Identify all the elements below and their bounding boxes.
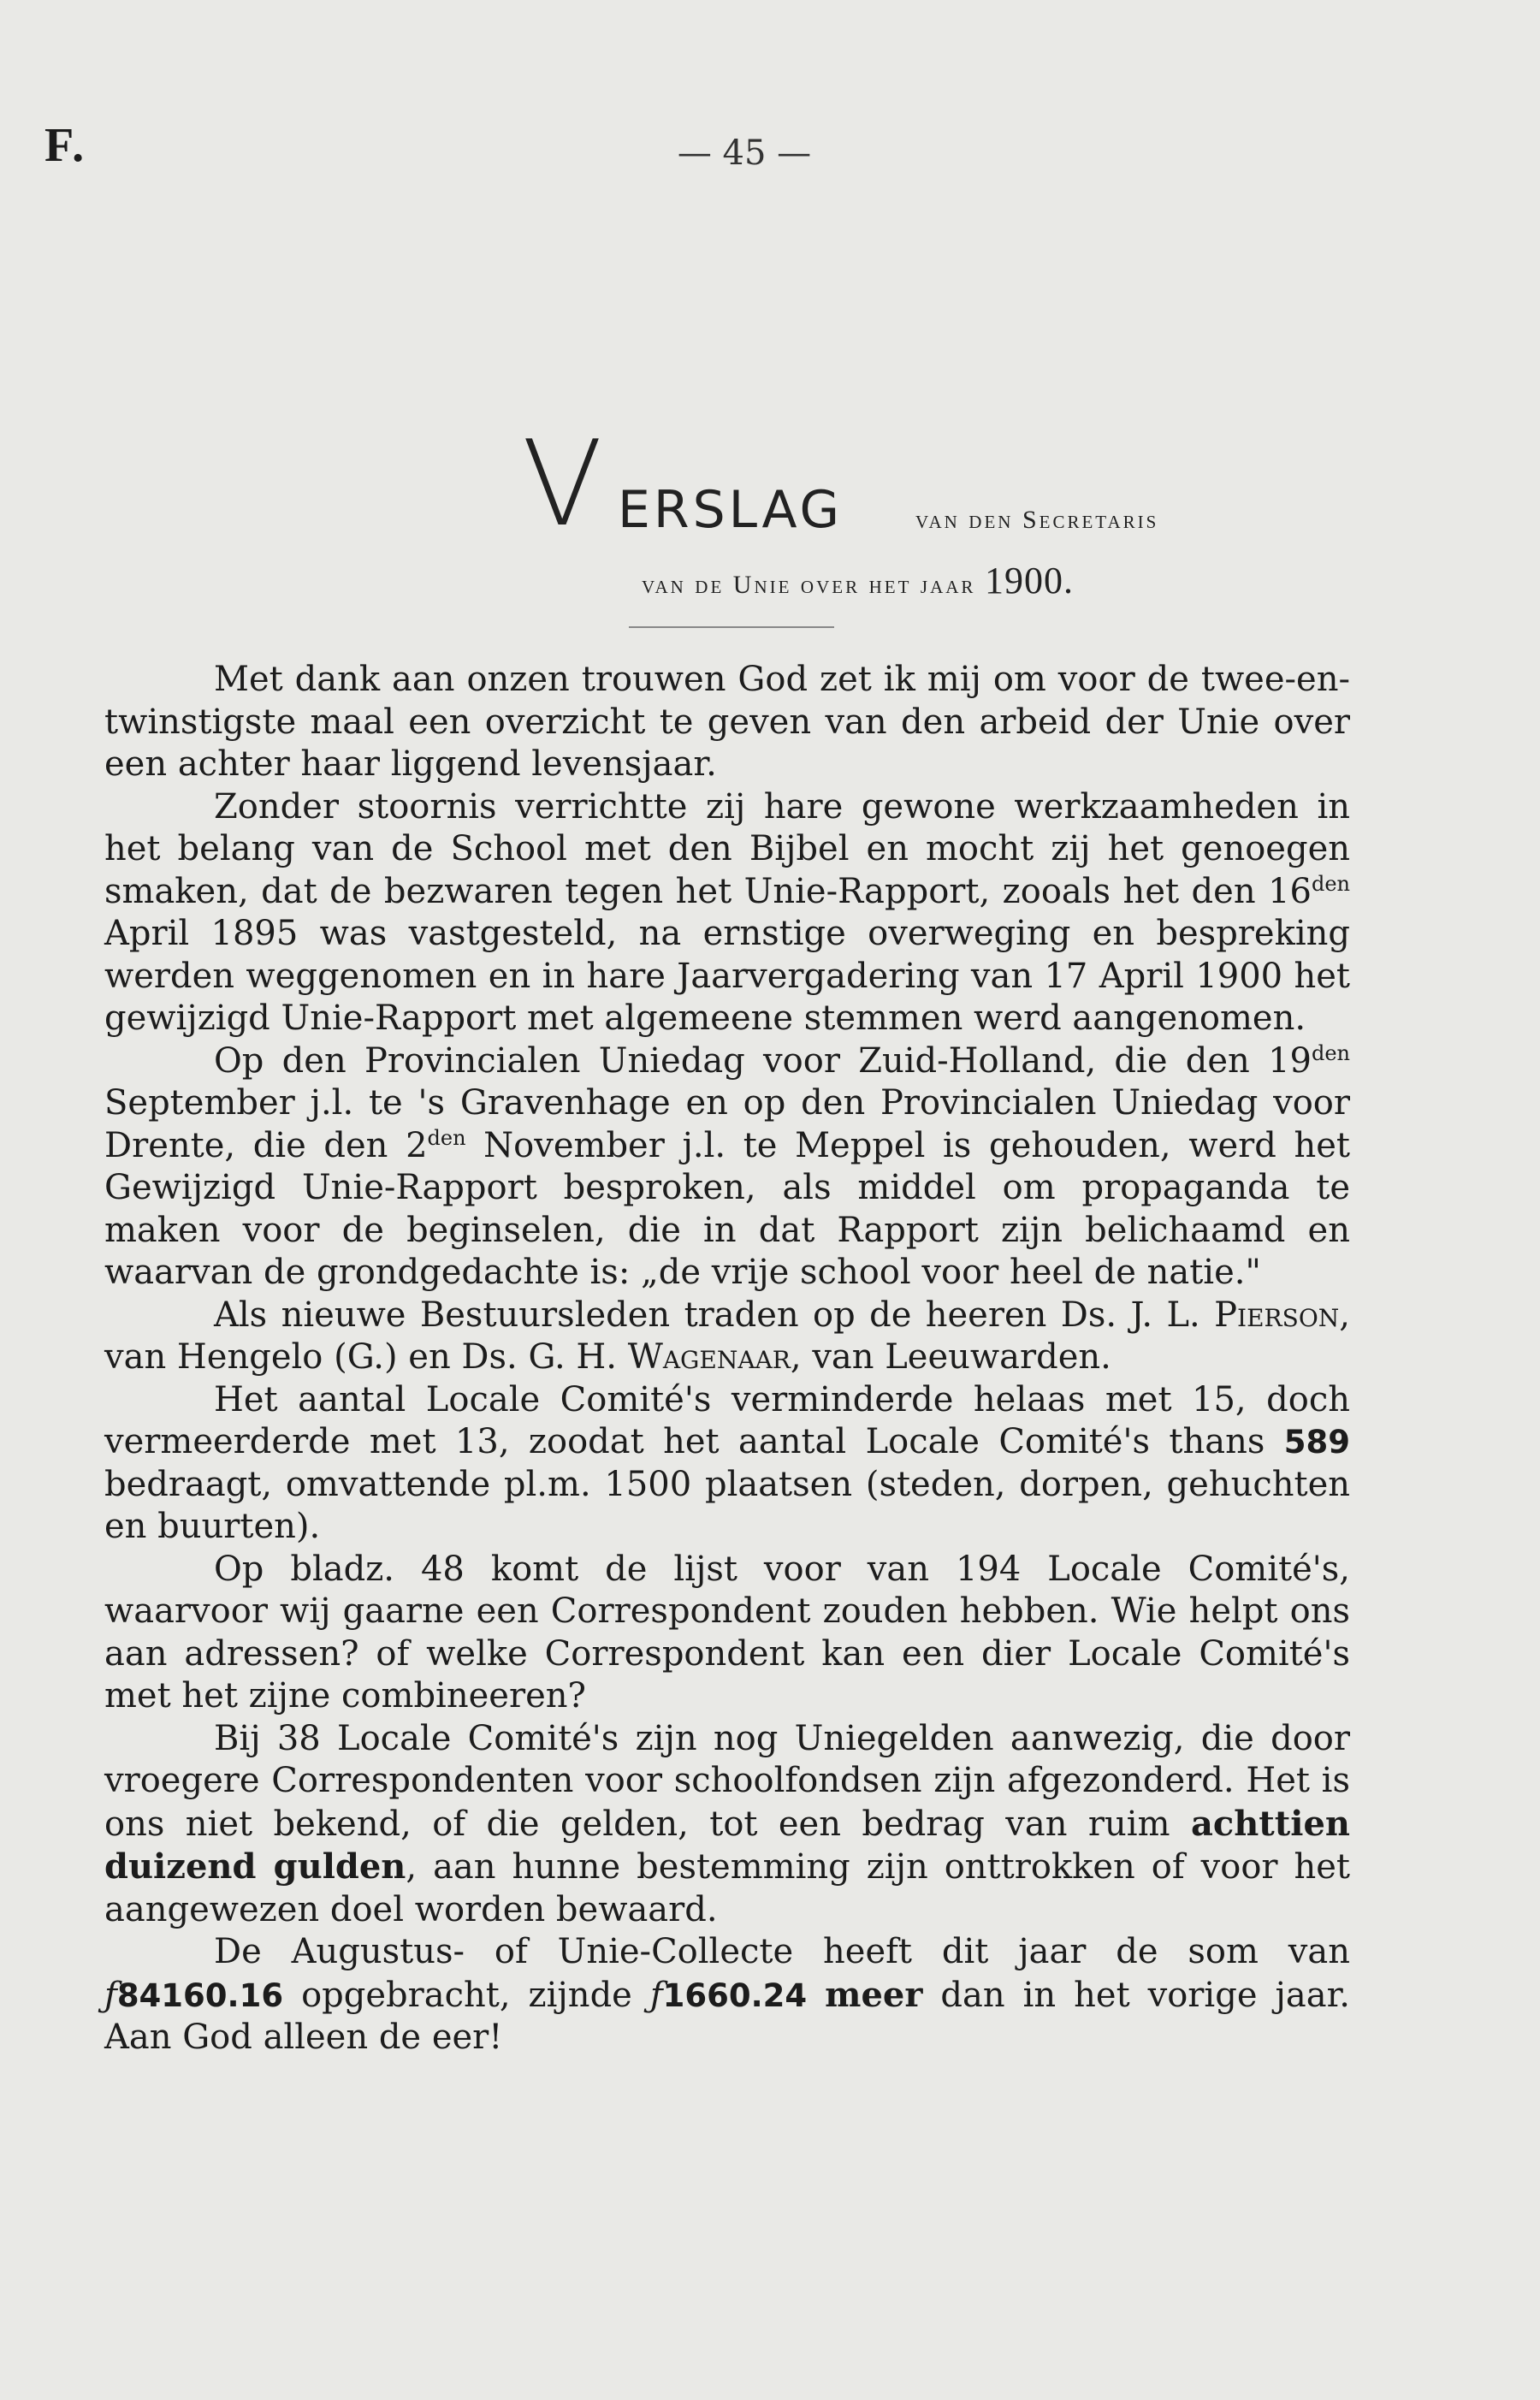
title-line-2 — [642, 559, 1074, 602]
ordinal-suffix: den — [427, 1125, 466, 1150]
collection-total: 84160.16 — [116, 1976, 284, 2014]
paragraph-5-text-a: Het aantal Locale Comité's verminderde helaas met 15, doch vermeerderde met 13, zoodat het aantal Locale Comité's thans — [104, 1379, 1350, 1461]
paragraph-3-text-c: November j.l. te Meppel is gehouden, werd het Gewijzigd Unie-Rapport besproken, als middel om propaganda te maken voor de beginselen, die in dat Rapport zijn belichaamd en waarvan de grondgedachte is: „de vrije school voor heel de natie." — [104, 1125, 1350, 1292]
paragraph-8 — [104, 1931, 1350, 2059]
paragraph-7 — [104, 1718, 1350, 1932]
paragraph-1: Met dank aan onzen trouwen God zet ik mij om voor de twee-en-twinstigste maal een overzicht te geven van den arbeid der Unie over een achter haar liggend levensjaar. — [104, 660, 1350, 784]
paragraph-7-text-a: Bij 38 Locale Comité's zijn nog Uniegelden aanwezig, die door vroegere Correspondenten voor schoolfondsen zijn afgezonderd. Het is ons niet bekend, of die gelden, tot een bedrag van ruim — [104, 1718, 1350, 1844]
title-line-2-text: van de Unie over het jaar — [642, 571, 976, 599]
page-number: — 45 — — [677, 133, 812, 173]
title-word-verslag: ERSLAG — [618, 480, 843, 540]
paragraph-3-text-b: September j.l. te 's Gravenhage en op den Provincialen Uniedag voor Drente, die den 2 — [104, 1083, 1350, 1165]
paragraph-7-text-b: , aan hunne bestemming zijn onttrokken of voor het aangewezen doel worden bewaard. — [104, 1847, 1350, 1929]
paragraph-8-text-b: opgebracht, zijnde — [283, 1975, 650, 2015]
ordinal-suffix: den — [1311, 1040, 1350, 1065]
signature-marker: F. — [44, 119, 87, 172]
paragraph-4 — [104, 1295, 1350, 1379]
paragraph-5 — [104, 1379, 1350, 1549]
committee-count: 589 — [1283, 1424, 1350, 1461]
person-name-wagenaar: Wagenaar — [627, 1337, 791, 1377]
florin-sign: ƒ — [649, 1975, 663, 2015]
paragraph-4-text-a: Als nieuwe Bestuursleden traden op de heeren Ds. J. L. — [214, 1295, 1215, 1335]
title-divider — [629, 626, 834, 628]
paragraph-2-text-b: April 1895 was vastgesteld, na ernstige overweging en bespreking werden weggenomen en in hare Jaarvergadering van 17 April 1900 het gewijzigd Unie-Rapport met algemeene stemmen werd aangenomen. — [104, 914, 1350, 1038]
word-meer: meer — [825, 1974, 923, 2015]
title-initial: V — [522, 415, 603, 553]
paragraph-2 — [104, 786, 1350, 1040]
paragraph-6: Op bladz. 48 komt de lijst voor van 194 Locale Comité's, waarvoor wij gaarne een Correspondent zouden hebben. Wie helpt ons aan adressen? of welke Correspondent kan een dier Locale Comité's met het zijne combineeren? — [104, 1549, 1350, 1716]
increase-amount: 1660.24 — [662, 1976, 808, 2014]
paragraph-5-text-b: bedraagt, omvattende pl.m. 1500 plaatsen (steden, dorpen, gehuchten en buurten). — [104, 1464, 1350, 1546]
florin-sign: ƒ — [104, 1975, 117, 2015]
paragraph-2-text-a: Zonder stoornis verrichtte zij hare gewone werkzaamheden in het belang van de School met den Bijbel en mocht zij het genoegen smaken, dat de bezwaren tegen het Unie-Rapport, zooals het den 16 — [104, 786, 1350, 911]
amount-in-words: achttien duizend gulden — [104, 1803, 1350, 1887]
report-title — [522, 415, 1360, 601]
paragraph-4-text-c: , van Leeuwarden. — [790, 1337, 1111, 1377]
report-body — [104, 659, 1350, 2059]
paragraph-8-text-c: dan in het vorige jaar. Aan God alleen de eer! — [104, 1975, 1351, 2057]
paragraph-3-text-a: Op den Provincialen Uniedag voor Zuid-Holland, die den 19 — [214, 1040, 1312, 1081]
paragraph-8-text-a: De Augustus- of Unie-Collecte heeft dit jaar de som van — [214, 1932, 1350, 1971]
person-name-pierson: Pierson — [1214, 1295, 1340, 1335]
title-year: 1900. — [984, 560, 1074, 601]
title-line-1-rest: van den Secretaris — [915, 506, 1159, 534]
paragraph-4-text-b: , van Hengelo (G.) en Ds. G. H. — [104, 1295, 1350, 1377]
paragraph-3 — [104, 1040, 1350, 1295]
ordinal-suffix: den — [1311, 871, 1350, 896]
title-line-1 — [522, 415, 1360, 553]
